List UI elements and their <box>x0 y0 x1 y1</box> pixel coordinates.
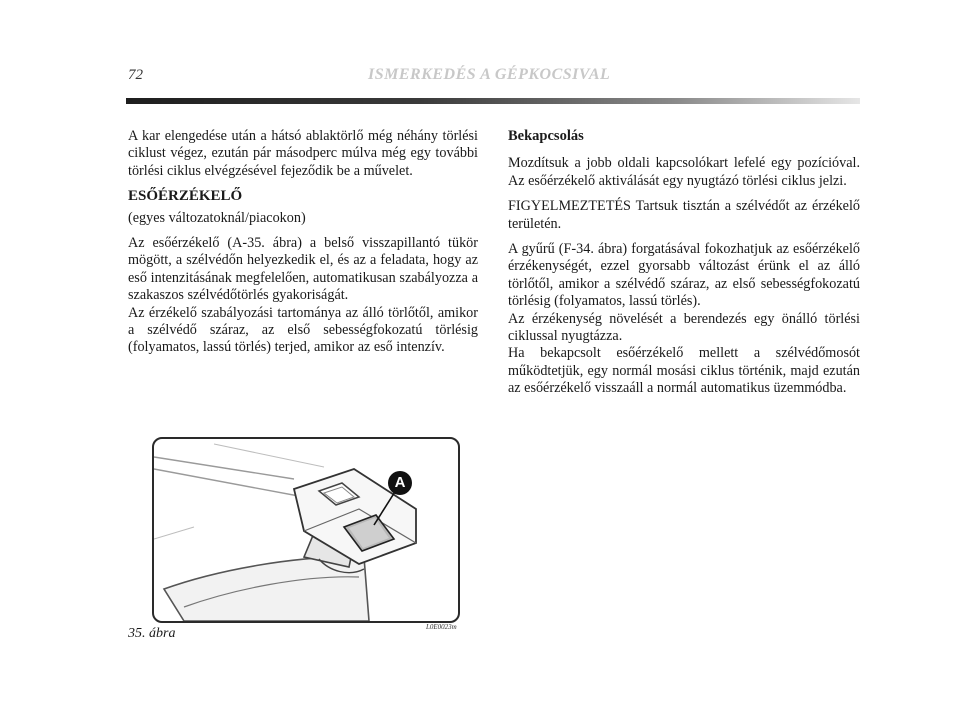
rain-sensor-illustration <box>154 439 458 621</box>
sensitivity-confirm-paragraph: Az érzékenység növelését a berendezés egy önálló törlési ciklussal nyugtázza. <box>508 310 860 345</box>
activation-heading: Bekapcsolás <box>508 128 584 144</box>
rain-sensor-paragraph-1: Az esőérzékelő (A-35. ábra) a belső visszapillantó tükör mögött, a szélvédőn helyezkedik el, és az a feladata, hogy az eső intenzitásának megfelelően, automatikusan szabályozza a szakaszos szélvédőtörlés gyakoriságát. <box>128 235 478 304</box>
warning-paragraph: FIGYELMEZTETÉS Tartsuk tisztán a szélvédőt az érzékelő területén. <box>508 198 860 232</box>
right-column <box>508 128 860 406</box>
header-rule <box>126 98 860 104</box>
page-number: 72 <box>128 67 143 83</box>
left-column <box>128 128 478 365</box>
figure-code: L0E0023m <box>426 623 457 631</box>
section-heading-note: (egyes változatoknál/piacokon) <box>128 209 306 226</box>
callout-label: A <box>394 474 406 491</box>
figure-illustration <box>152 437 460 623</box>
sensitivity-paragraph: A gyűrű (F-34. ábra) forgatásával fokozhatjuk az esőérzékelő érzékenységét, ezzel gyorsabb változást érünk el az álló törlőtől, amikor a szélvédő száraz, az első sebességfokozatú törlésig (folyamatos, lassú törlés). <box>508 241 860 310</box>
washer-paragraph: Ha bekapcsolt esőérzékelő mellett a szélvédőmosót működtetjük, egy normál mosási ciklus történik, majd ezután az esőérzékelő visszaáll a normál automatikus üzemmódba. <box>508 345 860 397</box>
intro-paragraph: A kar elengedése után a hátsó ablaktörlő még néhány törlési ciklust végez, ezután pár másodperc múlva még egy további törlési ciklus elvégzésével fejeződik be a művelet. <box>128 128 478 179</box>
activation-paragraph: Mozdítsuk a jobb oldali kapcsolókart lefelé egy pozícióval. Az esőérzékelő aktiválását egy nyugtázó törlési ciklus jelzi. <box>508 155 860 189</box>
rain-sensor-paragraph-2: Az érzékelő szabályozási tartománya az álló törlőtől, amikor a szélvédő száraz, az első sebességfokozatú törlésig (folyamatos, lassú törlés) terjed, amikor az eső intenzív. <box>128 304 478 356</box>
running-title: ISMERKEDÉS A GÉPKOCSIVAL <box>368 66 611 83</box>
section-heading: ESŐÉRZÉKELŐ <box>128 188 243 205</box>
figure-caption: 35. ábra <box>128 626 176 641</box>
